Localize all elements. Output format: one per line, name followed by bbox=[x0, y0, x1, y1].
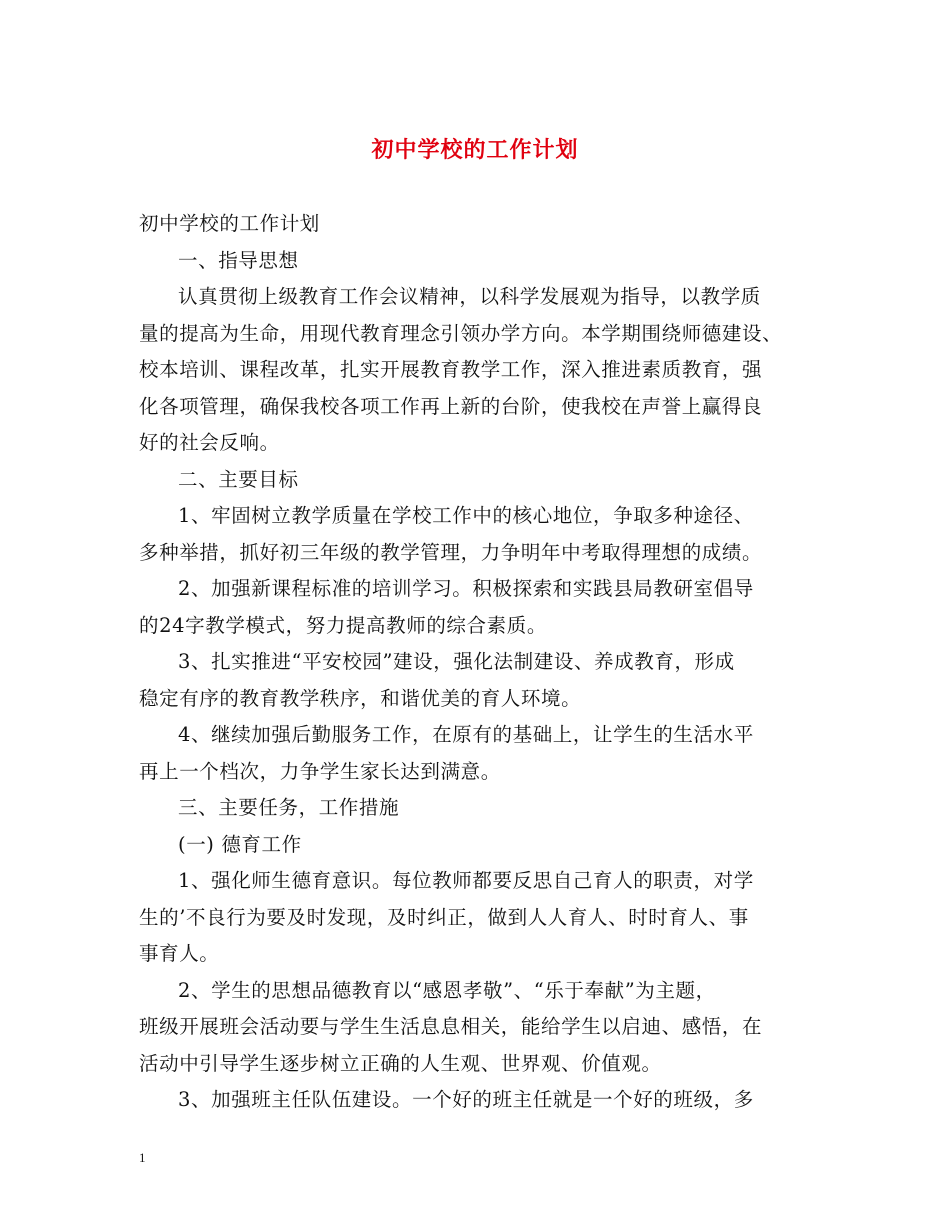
subsection-heading: (一) 德育工作 bbox=[178, 832, 302, 856]
section-heading: 二、主要目标 bbox=[178, 467, 299, 491]
list-item-continued: 生的’不良行为要及时发现，及时纠正，做到人人育人、时时育人、事 事育人。 bbox=[139, 905, 749, 965]
list-item: 1、强化师生德育意识。每位教师都要反思自己育人的职责，对学 bbox=[178, 869, 754, 892]
document-body bbox=[139, 206, 819, 1119]
list-item: 3、加强班主任队伍建设。一个好的班主任就是一个好的班级，多 bbox=[178, 1088, 754, 1111]
list-item-continued: 稳定有序的教育教学秩序，和谐优美的育人环境。 bbox=[139, 686, 582, 710]
list-item: 2、加强新课程标准的培训学习。积极探索和实践县局教研室倡导 bbox=[178, 577, 754, 600]
list-item: 4、继续加强后勤服务工作，在原有的基础上，让学生的生活水平 bbox=[178, 723, 754, 746]
section-heading: 三、主要任务，工作措施 bbox=[178, 796, 400, 819]
list-item-continued: 班级开展班会活动要与学生生活息息相关，能给学生以启迪、感悟，在 活动中引导学生逐步树立正确的人生观、世界观、价值观。 bbox=[139, 1015, 763, 1075]
list-item: 2、学生的思想品德教育以“感恩孝敬”、“乐于奉献”为主题， bbox=[178, 978, 716, 1002]
section-heading: 一、指导思想 bbox=[178, 248, 299, 272]
subtitle-line: 初中学校的工作计划 bbox=[139, 212, 320, 235]
list-item-continued: 的24字教学模式，努力提高教师的综合素质。 bbox=[139, 613, 547, 637]
paragraph-continued: 量的提高为生命，用现代教育理念引领办学方向。本学期围绕师德建设、 校本培训、课程改革，扎实开展教育教学工作，深入推进素质教育，强 化各项管理，确保我校各项工作再上新的台阶，使我校在声誉上赢得良 好的社会反响。 bbox=[139, 321, 783, 454]
document-title: 初中学校的工作计划 bbox=[371, 137, 579, 163]
list-item: 1、牢固树立教学质量在学校工作中的核心地位，争取多种途径、 bbox=[178, 504, 754, 527]
paragraph: 认真贯彻上级教育工作会议精神，以科学发展观为指导，以教学质 bbox=[178, 285, 761, 308]
list-item-continued: 多种举措，抓好初三年级的教学管理，力争明年中考取得理想的成绩。 bbox=[139, 540, 763, 564]
list-item: 3、扎实推进“平安校园”建设，强化法制建设、养成教育，形成 bbox=[178, 650, 735, 673]
list-item-continued: 再上一个档次，力争学生家长达到满意。 bbox=[139, 759, 501, 783]
page-number: 1 bbox=[139, 1150, 146, 1165]
